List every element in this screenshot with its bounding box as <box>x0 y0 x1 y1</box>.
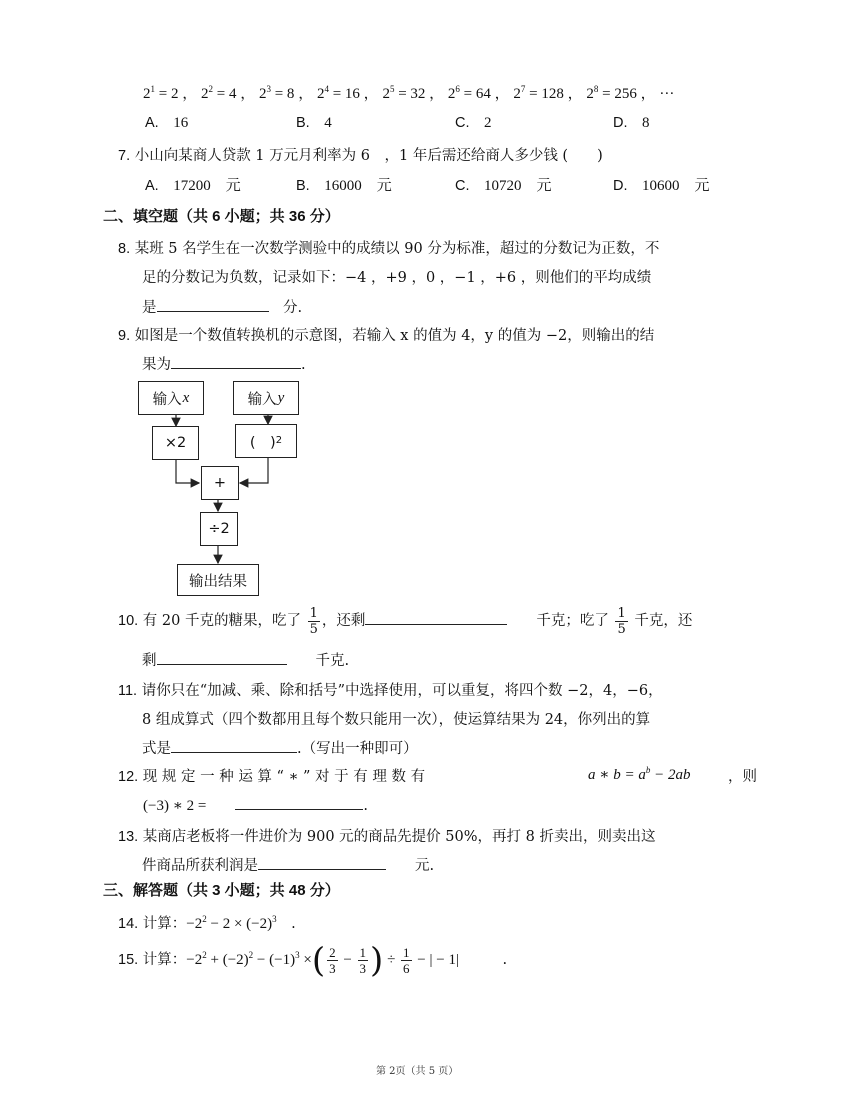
q14-expr-b: − 2 × (−2) <box>206 916 273 932</box>
frac-denominator: 3 <box>329 961 336 977</box>
page-footer: 第 2页（共 5 页） <box>376 1066 459 1077</box>
frac-denominator: 6 <box>403 961 410 977</box>
q7-option-c-label: C. <box>455 178 470 194</box>
option-d-text: 8 <box>642 115 650 131</box>
q14-exp-a: 2 <box>202 914 207 924</box>
q13-number: 13. <box>118 829 139 845</box>
q8-line3-post: 分. <box>283 300 303 316</box>
output-result-box <box>177 564 259 596</box>
option-d-label: D. <box>613 115 628 131</box>
q15-number: 15. <box>118 952 139 968</box>
q15-end: . <box>502 952 508 968</box>
power-base: 2 <box>586 86 594 102</box>
separator: ， <box>294 86 317 102</box>
ellipsis: ··· <box>659 86 675 102</box>
q10-number: 10. <box>118 613 139 629</box>
q15-t1-exp: 2 <box>202 950 207 960</box>
power-exponent: 5 <box>389 84 395 94</box>
frac-denominator: 5 <box>617 621 626 637</box>
power-value: = 64 <box>459 86 491 102</box>
power-exponent: 6 <box>455 84 460 94</box>
q7-option-a-text: 17200 元 <box>173 178 241 194</box>
divide-two-box <box>200 512 238 546</box>
power-value: = 256 <box>598 86 637 102</box>
power-base: 2 <box>513 86 521 102</box>
separator: ， <box>563 86 587 102</box>
q8-text-1: 某班 5 名学生在一次数学测验中的成绩以 90 分为标准，超过的分数记为正数，不 <box>134 241 660 257</box>
q8-line3-pre: 是 <box>142 300 157 316</box>
option-a-label: A. <box>145 115 159 131</box>
q12-line2-post: . <box>363 798 368 814</box>
q12-formula-main: a ∗ b = a <box>588 767 646 783</box>
frac-numerator: 1 <box>403 945 410 961</box>
input-y-label: 输入 <box>247 391 277 408</box>
q8-number: 8. <box>118 241 131 257</box>
q9-number: 9. <box>118 328 131 344</box>
power-value: = 128 <box>525 86 564 102</box>
power-value: = 2 <box>155 86 179 102</box>
question-11-line-1 <box>118 679 663 700</box>
question-10-line-1 <box>118 604 692 638</box>
separator: ， <box>490 86 514 102</box>
q15-fraction-1 <box>327 945 338 976</box>
power-exponent: 3 <box>266 84 271 94</box>
power-exponent: 4 <box>324 84 329 94</box>
plus-box <box>201 466 239 500</box>
option-a-text: 16 <box>173 115 189 131</box>
q15-div: ÷ <box>387 952 396 968</box>
output-result-label: 输出结果 <box>189 573 247 590</box>
q10-fraction-1 <box>308 606 320 637</box>
power-value: = 8 <box>270 86 295 102</box>
divide-two-label: ÷2 <box>208 521 230 537</box>
question-15 <box>118 938 507 983</box>
q15-t2-exp: 2 <box>248 950 254 960</box>
q14-expression <box>186 916 276 932</box>
q10-part3: 千克；吃了 <box>536 613 609 629</box>
q14-expr-a: −2 <box>186 916 203 932</box>
q15-expression <box>186 940 459 981</box>
q11-answer-blank[interactable] <box>171 738 297 753</box>
input-x-box <box>138 381 204 415</box>
q15-minus: − <box>343 952 352 968</box>
power-base: 2 <box>258 86 267 102</box>
q10-fraction-2 <box>615 606 627 637</box>
q7-option-d-text: 10600 元 <box>642 178 710 194</box>
frac-numerator: 1 <box>617 605 626 621</box>
q11-text-1: 请你只在“加减、乘、除和括号”中选择使用，可以重复，将四个数 −2，4，−6， <box>141 683 663 699</box>
input-y-box <box>233 381 299 415</box>
q12-answer-blank[interactable] <box>235 795 363 810</box>
q10-answer-blank-1[interactable] <box>365 610 507 625</box>
q7-option-a-label: A. <box>145 178 159 194</box>
q13-text-1: 某商店老板将一件进价为 900 元的商品先提价 50%，再打 8 折卖出，则卖出这 <box>142 829 656 845</box>
q15-right-paren: ) <box>370 940 384 981</box>
separator: ， <box>236 86 259 102</box>
q7-text: 小山向某商人贷款 1 万元月利率为 6 ，1 年后需还给商人多少钱 ( ) <box>134 148 603 164</box>
frac-numerator: 1 <box>359 945 367 961</box>
input-x-label: 输入 <box>152 391 182 408</box>
q15-label: 计算： <box>142 952 187 968</box>
frac-numerator: 2 <box>329 945 336 961</box>
q13-line2-post: 元. <box>415 858 435 874</box>
q7-option-b-label: B. <box>296 178 310 194</box>
question-12-line-2 <box>143 794 368 815</box>
q9-line2-pre: 果为 <box>142 357 171 373</box>
q14-number: 14. <box>118 916 139 932</box>
q14-exp-b: 3 <box>272 914 277 924</box>
question-14 <box>118 912 296 933</box>
q10-answer-blank-2[interactable] <box>157 650 287 665</box>
separator: ， <box>636 86 660 102</box>
q13-answer-blank[interactable] <box>258 855 386 870</box>
power-base: 2 <box>143 86 151 102</box>
q15-t3-exp: 3 <box>295 950 300 960</box>
q15-tail: − | − 1| <box>413 952 459 968</box>
power-base: 2 <box>447 86 456 102</box>
power-exponent: 7 <box>520 84 526 94</box>
q12-line2-pre: (−3) ∗ 2 = <box>143 798 207 814</box>
q12-formula <box>588 765 690 784</box>
q12-formula-tail: − 2ab <box>650 767 691 783</box>
question-13-line-2 <box>142 854 434 875</box>
frac-numerator: 1 <box>309 605 318 621</box>
q9-line2-post: . <box>301 357 306 373</box>
q10-line2-pre: 剩 <box>142 653 157 669</box>
power-value: = 4 <box>212 86 237 102</box>
q10-part4: 千克，还 <box>634 613 693 629</box>
separator: ， <box>359 86 383 102</box>
times-two-box <box>152 426 199 460</box>
power-base: 2 <box>316 86 325 102</box>
power-base: 2 <box>200 86 209 102</box>
power-value: = 16 <box>328 86 360 102</box>
q11-line3-pre: 式是 <box>142 741 171 757</box>
separator: ， <box>425 86 448 102</box>
question-13-line-1 <box>118 825 655 846</box>
question-10-line-2 <box>142 649 349 670</box>
q7-option-d-label: D. <box>613 178 628 194</box>
q12-line1-end: ，则 <box>728 769 757 785</box>
power-exponent: 8 <box>593 84 599 94</box>
q15-t2: + (−2) <box>206 952 249 968</box>
input-y-var: y <box>277 389 285 406</box>
question-11-line-2: 8 组成算式（四个数都用且每个数只能用一次），使运算结果为 24，你列出的算 <box>142 712 651 728</box>
times-two-label: ×2 <box>164 435 187 451</box>
q7-number: 7. <box>118 148 131 164</box>
q14-label: 计算： <box>142 916 187 932</box>
q12-number: 12. <box>118 769 139 785</box>
plus-label: + <box>213 475 227 491</box>
frac-denominator: 5 <box>309 621 318 637</box>
q15-t3: − (−1) <box>253 952 296 968</box>
q7-option-b-text: 16000 元 <box>324 178 392 194</box>
input-x-var: x <box>182 389 190 406</box>
q11-line3-post: .（写出一种即可） <box>297 741 418 757</box>
option-c-text: 2 <box>484 115 492 131</box>
q15-t4: × <box>299 952 312 968</box>
q12-text-1: 现 规 定 一 种 运 算 “ ∗ ” 对 于 有 理 数 有 <box>142 769 426 785</box>
q10-part2: ，还剩 <box>321 613 366 629</box>
q7-option-c-text: 10720 元 <box>484 178 552 194</box>
option-b-text: 4 <box>324 115 332 131</box>
q12-formula-exp: b <box>645 765 651 775</box>
question-12-line-1 <box>118 765 425 786</box>
q15-fraction-2 <box>358 945 369 976</box>
q15-t1: −2 <box>186 952 203 968</box>
power-value: = 32 <box>394 86 426 102</box>
q14-end: . <box>291 916 296 932</box>
section-3-heading: 三、解答题（共 3 小题；共 48 分） <box>103 882 340 899</box>
frac-denominator: 3 <box>359 961 367 977</box>
power-base: 2 <box>382 86 390 102</box>
q9-text-1: 如图是一个数值转换机的示意图，若输入 x 的值为 4，y 的值为 −2，则输出的结 <box>134 328 655 344</box>
option-c-label: C. <box>455 115 470 131</box>
q15-left-paren: ( <box>311 940 326 981</box>
question-8-line-2: 足的分数记为负数，记录如下：−4 ，+9 ，0 ，−1 ，+6 ，则他们的平均成绩 <box>142 270 652 286</box>
q13-line2-pre: 件商品所获利润是 <box>142 858 258 874</box>
section-2-heading: 二、填空题（共 6 小题；共 36 分） <box>103 208 340 225</box>
power-exponent: 2 <box>208 84 213 94</box>
q11-number: 11. <box>118 683 138 699</box>
q10-part1: 有 20 千克的糖果，吃了 <box>142 613 301 629</box>
q15-fraction-3 <box>401 945 412 976</box>
square-box: ( ) 2 <box>235 424 297 458</box>
power-exponent: 1 <box>150 84 155 94</box>
q10-line2-post: 千克. <box>315 653 350 669</box>
separator: ， <box>178 86 201 102</box>
square-label: ( ) <box>249 434 276 451</box>
question-11-line-3 <box>142 737 418 758</box>
option-b-label: B. <box>296 115 310 131</box>
